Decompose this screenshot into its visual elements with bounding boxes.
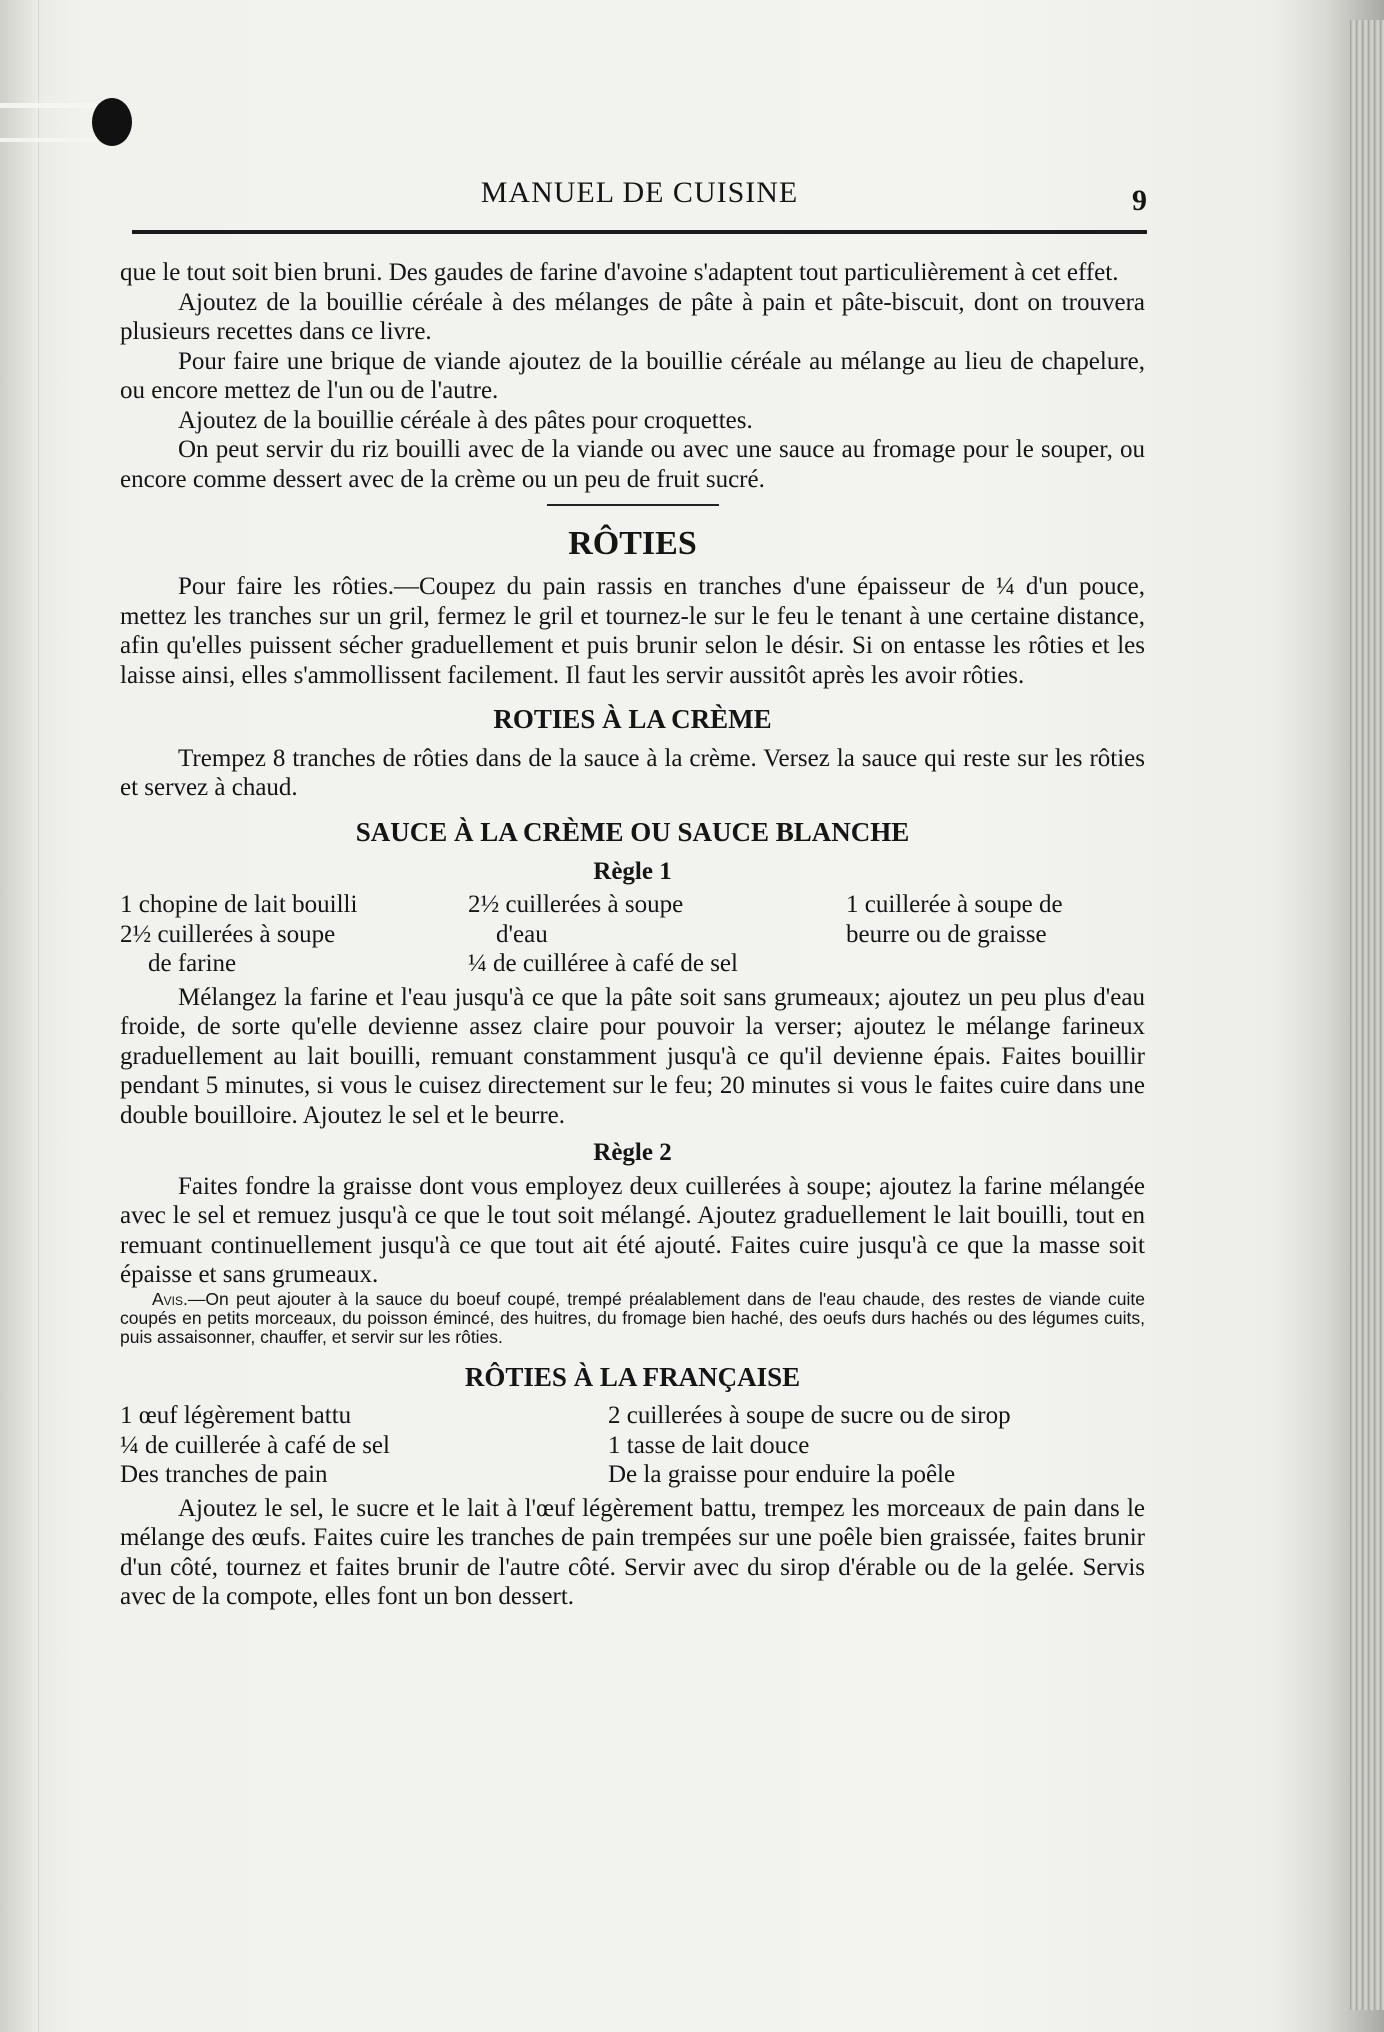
section-title-roties: RÔTIES bbox=[568, 525, 697, 562]
ingredient: de farine bbox=[148, 950, 237, 978]
sauce-ingredient-list bbox=[120, 890, 1145, 979]
section-title-sauce: SAUCE À LA CRÈME OU SAUCE BLANCHE bbox=[355, 816, 910, 847]
paragraph: Faites fondre la graisse dont vous employez deux cuillerées à soupe; ajoutez la farine mélangée avec le sel et remuez jusqu'à ce que le tout soit mélangé. Ajoutez graduellement le lait bouilli, tout en remuant continuellement jusqu'à ce que tout ait été ajouté. Faites cuire jusqu'à ce que la masse soit épaisse et sans grumeaux. bbox=[120, 1172, 1145, 1289]
running-title: MANUEL DE CUISINE bbox=[480, 176, 799, 209]
ingredient: 1 cuillerée à soupe de bbox=[846, 891, 1063, 919]
note bbox=[120, 1290, 1145, 1348]
ingredient: 2½ cuillerées à soupe bbox=[120, 920, 336, 948]
page-content bbox=[120, 258, 1145, 1612]
ingredient: ¼ de cuilléree à café de sel bbox=[468, 950, 738, 978]
ingredient: 2½ cuillerées à soupe bbox=[468, 891, 684, 919]
binding-hole bbox=[92, 98, 132, 146]
ingredient: beurre ou de graisse bbox=[846, 920, 1047, 948]
ingredient: 1 œuf légèrement battu bbox=[120, 1402, 352, 1430]
note-text: —On peut ajouter à la sauce du boeuf coupé, trempé préalablement dans de l'eau chaude, des restes de viande cuite coupés en petits morceaux, du poisson émincé, des huitres, du fromage bien haché, des oeufs durs hachés ou des légumes cuits, puis assaisonner, chauffer, et servir sur les rôties. bbox=[120, 1288, 1145, 1348]
note-lead: Avis. bbox=[152, 1288, 188, 1309]
running-header bbox=[132, 176, 1147, 234]
paragraph: que le tout soit bien bruni. Des gaudes de farine d'avoine s'adaptent tout particulièrement à cet effet. bbox=[120, 259, 1119, 286]
ingredient: Des tranches de pain bbox=[120, 1461, 328, 1489]
paragraph: Trempez 8 tranches de rôties dans de la sauce à la crème. Versez la sauce qui reste sur les rôties et servez à chaud. bbox=[120, 744, 1145, 802]
section-title-roties-creme: ROTIES À LA CRÈME bbox=[493, 704, 772, 735]
ingredient: 1 tasse de lait douce bbox=[608, 1431, 810, 1459]
paragraph: Ajoutez le sel, le sucre et le lait à l'œuf légèrement battu, trempez les morceaux de pain dans le mélange des œufs. Faites cuire les tranches de pain trempées sur une poêle bien graissée, faites brunir d'un côté, tournez et faites brunir de l'autre côté. Servir avec du sirop d'érable ou de la gelée. Servis avec de la compote, elles font un bon dessert. bbox=[120, 1494, 1145, 1611]
francaise-ingredient-list bbox=[120, 1401, 1145, 1490]
page-number: 9 bbox=[1132, 184, 1147, 217]
paragraph: Pour faire une brique de viande ajoutez de la bouillie céréale au mélange au lieu de chapelure, ou encore mettez de l'un ou de l'autre. bbox=[120, 347, 1145, 404]
paragraph: Ajoutez de la bouillie céréale à des pâtes pour croquettes. bbox=[178, 406, 753, 434]
paragraph: Pour faire les rôties.—Coupez du pain rassis en tranches d'une épaisseur de ¼ d'un pouce, mettez les tranches sur un gril, fermez le gril et tournez-le sur le feu le tenant à une certaine distance, afin qu'elles puissent sécher graduellement et puis brunir selon le désir. Si on entasse les rôties et les laisse ainsi, elles s'ammollissent facilement. Il faut les servir aussitôt après les avoir rôties. bbox=[120, 573, 1145, 689]
ingredient: ¼ de cuillerée à café de sel bbox=[120, 1431, 390, 1459]
paragraph: Mélangez la farine et l'eau jusqu'à ce que la pâte soit sans grumeaux; ajoutez un peu plus d'eau froide, de sorte qu'elle devienne assez claire pour pouvoir la verser; ajoutez le mélange farineux graduellement au lait bouilli, remuant constamment jusqu'à ce qu'il devienne épais. Faites bouillir pendant 5 minutes, si vous le cuisez directement sur le feu; 20 minutes si vous le faites cuire dans une double bouilloire. Ajoutez le sel et le beurre. bbox=[120, 983, 1145, 1129]
section-title-francaise: RÔTIES À LA FRANÇAISE bbox=[464, 1361, 801, 1392]
paragraph: Ajoutez de la bouillie céréale à des mélanges de pâte à pain et pâte-biscuit, dont on trouvera plusieurs recettes dans ce livre. bbox=[120, 288, 1145, 345]
ingredient: 1 chopine de lait bouilli bbox=[120, 891, 358, 919]
ingredient: De la graisse pour enduire la poêle bbox=[608, 1461, 956, 1489]
rule-1-title: Règle 1 bbox=[593, 857, 672, 885]
ingredient: 2 cuillerées à soupe de sucre ou de sirop bbox=[608, 1402, 1011, 1430]
page-gutter bbox=[0, 0, 39, 2032]
ingredient: d'eau bbox=[496, 920, 548, 948]
page-edges bbox=[1350, 20, 1384, 2010]
rule-2-title: Règle 2 bbox=[593, 1139, 672, 1167]
section-divider bbox=[547, 504, 719, 506]
paragraph: On peut servir du riz bouilli avec de la viande ou avec une sauce au fromage pour le souper, ou encore comme dessert avec de la crème ou un peu de fruit sucré. bbox=[120, 436, 1145, 493]
